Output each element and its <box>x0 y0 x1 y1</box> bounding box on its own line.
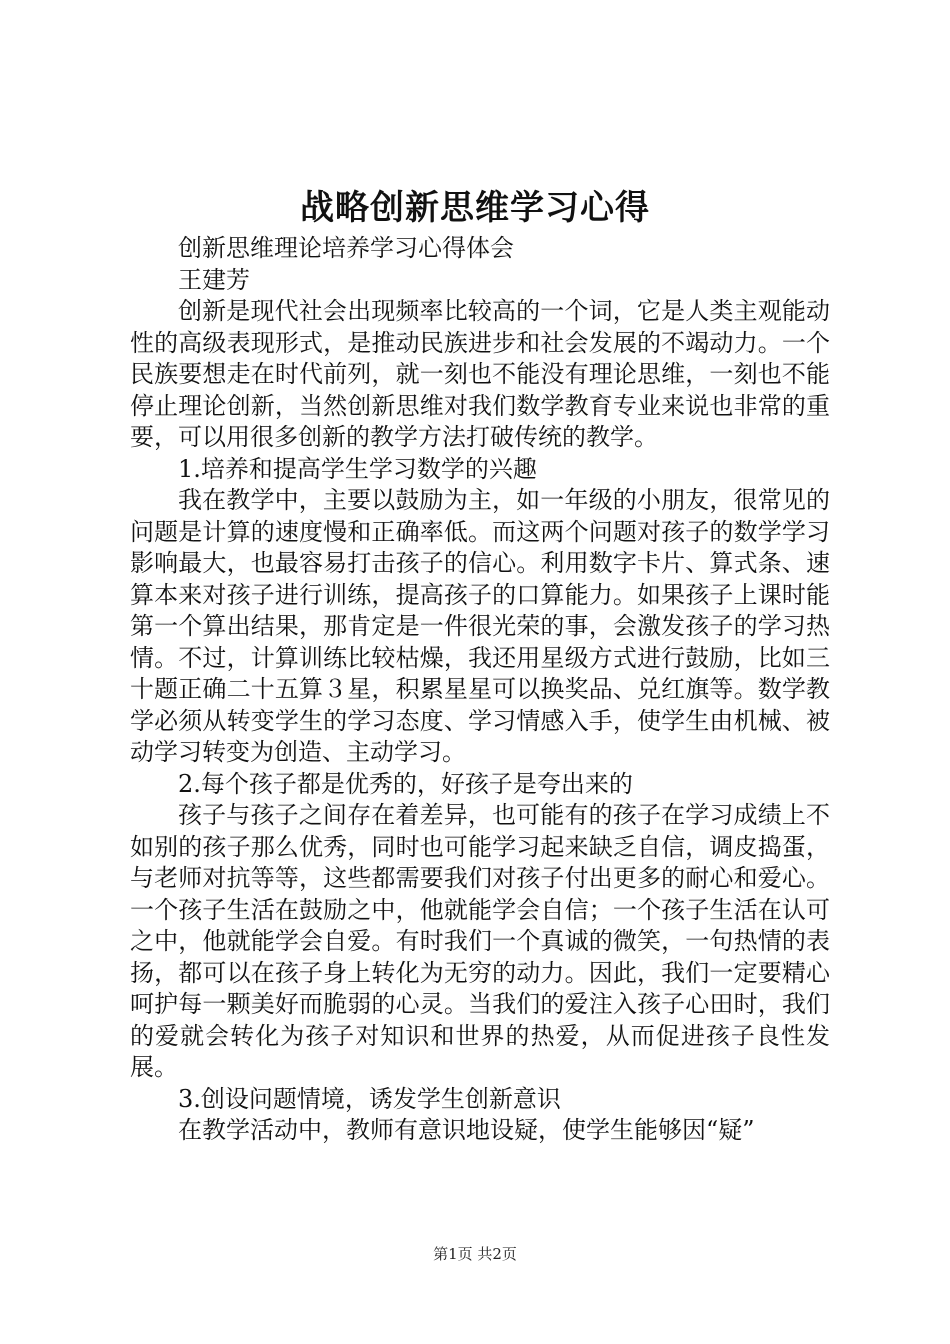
section-heading-1: 1.培养和提高学生学习数学的兴趣 <box>178 454 537 483</box>
document-body <box>130 233 830 1147</box>
section-heading-2: 2.每个孩子都是优秀的，好孩子是夸出来的 <box>178 769 633 798</box>
page-footer: 第1页 共2页 <box>433 1245 517 1263</box>
author-paragraph: 王建芳 <box>178 265 250 294</box>
intro-paragraph: 创新是现代社会出现频率比较高的一个词，它是人类主观能动性的高级表现形式，是推动民族进步和社会发展的不竭动力。一个民族要想走在时代前列，就一刻也不能没有理论思维，一刻也不能停止理论创新，当然创新思维对我们数学教育专业来说也非常的重要，可以用很多创新的教学方法打破传统的教学。 <box>130 297 830 451</box>
section-body-1: 我在教学中，主要以鼓励为主，如一年级的小朋友，很常见的问题是计算的速度慢和正确率低。而这两个问题对孩子的数学学习影响最大，也最容易打击孩子的信心。利用数字卡片、算式条、速算本来对孩子进行训练，提高孩子的口算能力。如果孩子上课时能第一个算出结果，那肯定是一件很光荣的事，会激发孩子的学习热情。不过，计算训练比较枯燥，我还用星级方式进行鼓励，比如三十题正确二十五算３星，积累星星可以换奖品、兑红旗等。数学教学必须从转变学生的学习态度、学习情感入手，使学生由机械、被动学习转变为创造、主动学习。 <box>130 486 830 766</box>
section-body-2: 孩子与孩子之间存在着差异，也可能有的孩子在学习成绩上不如别的孩子那么优秀，同时也可能学习起来缺乏自信，调皮捣蛋，与老师对抗等等，这些都需要我们对孩子付出更多的耐心和爱心。一个孩子生活在鼓励之中，他就能学会自信；一个孩子生活在认可之中，他就能学会自爱。有时我们一个真诚的微笑，一句热情的表扬，都可以在孩子身上转化为无穷的动力。因此，我们一定要精心呵护每一颗美好而脆弱的心灵。当我们的爱注入孩子心田时，我们的爱就会转化为孩子对知识和世界的热爱，从而促进孩子良性发展。 <box>130 801 830 1081</box>
document-title: 战略创新思维学习心得 <box>300 188 650 228</box>
section-body-3: 在教学活动中，教师有意识地设疑，使学生能够因“疑” <box>178 1116 755 1144</box>
subtitle-paragraph: 创新思维理论培养学习心得体会 <box>178 234 514 262</box>
section-heading-3: 3.创设问题情境，诱发学生创新意识 <box>178 1084 561 1113</box>
